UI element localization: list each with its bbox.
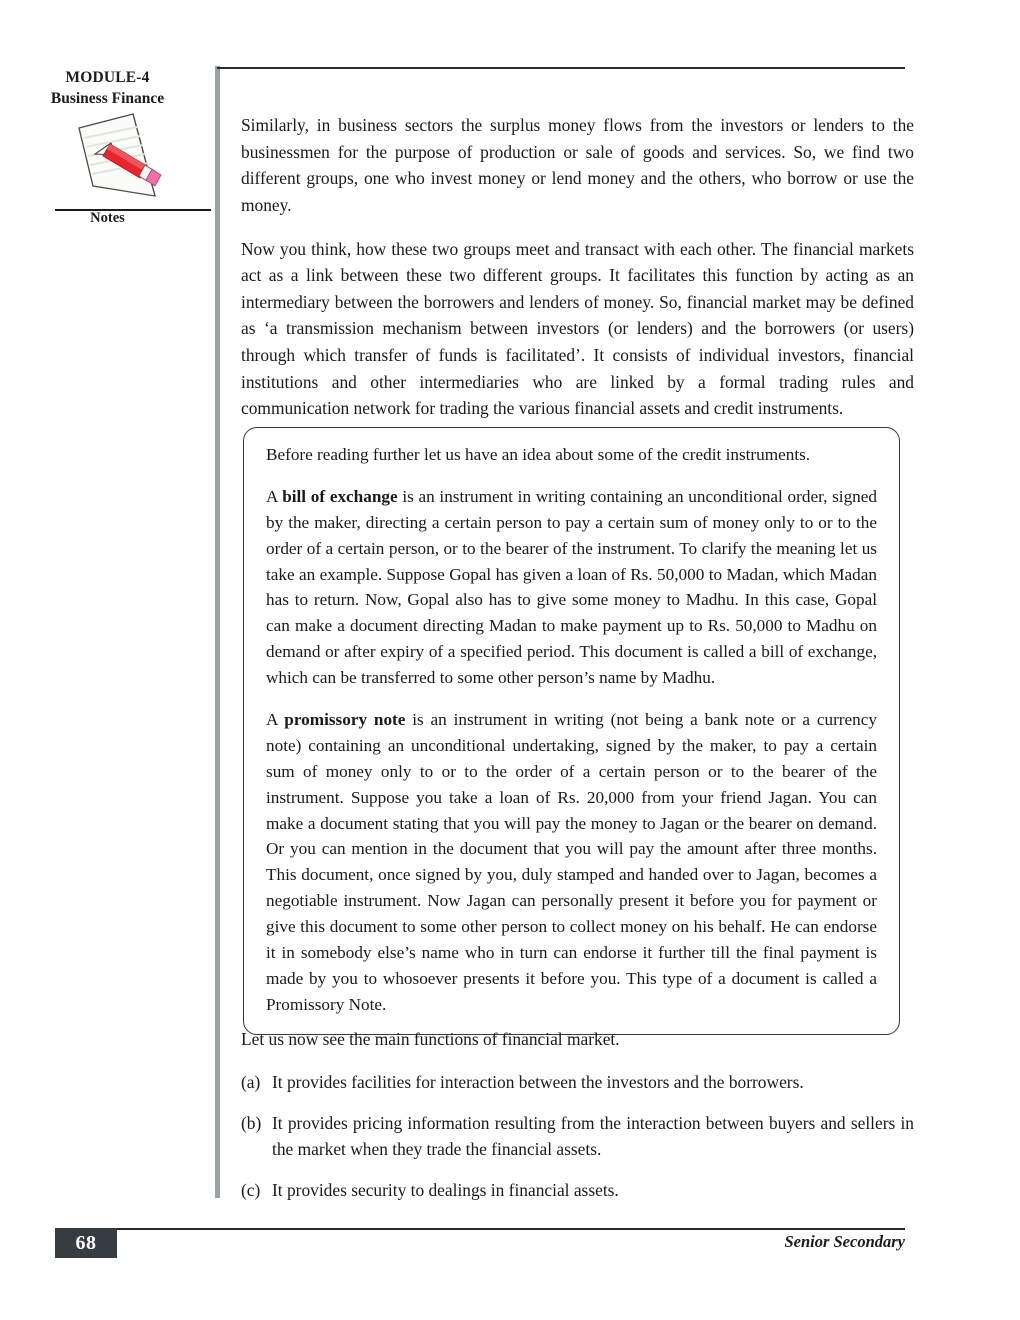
callout-promissory-note (266, 707, 877, 1018)
paragraph-financial-markets: Now you think, how these two groups meet and transact with each other. The financial markets act as a link between these two different groups. It facilitates this function by acting as an intermediary between the borrowers and lenders of money. So, financial market may be defined as ‘a transmission mechanism between investors (or lenders) and the borrowers (or users) through which transfer of funds is facilitated’. It consists of individual investors, financial institutions and other intermediaries who are linked by a formal trading rules and communication network for trading the various financial assets and credit instruments. (241, 238, 914, 419)
list-item (241, 1110, 914, 1162)
footer-rule (100, 1228, 905, 1230)
functions-section (241, 1026, 914, 1204)
page-number-badge: 68 (55, 1228, 117, 1258)
bill-lead-in: A (266, 486, 283, 506)
vertical-accent-bar (215, 66, 220, 1198)
bill-of-exchange-term: bill of exchange (282, 486, 398, 506)
list-text: It provides pricing information resulting from the interaction between buyers and sellers in the market when they trade the financial assets. (272, 1113, 914, 1160)
footer-book-label: Senior Secondary (784, 1232, 905, 1251)
paragraph-similarly: Similarly, in business sectors the surplus money flows from the investors or lenders to the businessmen for the purpose of production or sale of goods and services. So, we find two different groups, one who invest money or lend money and the others, who borrow or use the money. (241, 115, 914, 215)
list-item (241, 1069, 914, 1095)
list-marker: (c) (241, 1180, 261, 1201)
notes-label: Notes (90, 210, 125, 226)
credit-instruments-callout (243, 427, 900, 1035)
list-text: It provides facilities for interaction between the investors and the borrowers. (272, 1072, 804, 1093)
callout-intro: Before reading further let us have an idea about some of the credit instruments. (266, 445, 811, 464)
module-subtitle: Business Finance (50, 89, 165, 107)
functions-lead: Let us now see the main functions of financial market. (241, 1029, 620, 1049)
list-marker: (b) (241, 1113, 262, 1134)
promissory-note-term: promissory note (284, 710, 406, 730)
notepad-pencil-icon (55, 110, 175, 215)
promissory-lead-in: A (266, 710, 285, 730)
promissory-note-body: is an instrument in writing (not being a bank note or a currency note) containing an unconditional undertaking, signed by the maker, to pay a certain sum of money only to or to the order of a certain person or to the bearer of the instrument. Suppose you take a loan of Rs. 20,000 from your friend Jagan. You can make a document stating that you will pay the money to Jagan or the bearer on demand. Or you can mention in the document that you will pay the amount after three months. This document, once signed by you, duly stamped and handed over to Jagan, becomes a negotiable instrument. Now Jagan can personally present it before you for payment or give this document to some other person to collect money on his behalf. He can endorse it in somebody else’s name who in turn can endorse it further till the final payment is made by you to whosoever presents it before you. This type of a document is called a Promissory Note. (266, 710, 877, 1014)
bill-of-exchange-body: is an instrument in writing containing an unconditional order, signed by the maker, directing a certain person to pay a certain sum of money only to or to the order of a certain person, or to the bearer of the instrument. To clarify the meaning let us take an example. Suppose Gopal has given a loan of Rs. 50,000 to Madan, which Madan has to return. Now, Gopal also has to give some money to Madhu. In this case, Gopal can make a document directing Madan to make payment up to Rs. 50,000 to Madhu on demand or after expiry of a specified period. This document is called a bill of exchange, which can be transferred to some other person’s name by Madhu. (266, 486, 877, 688)
list-item (241, 1177, 914, 1203)
module-sidebar (0, 60, 215, 226)
list-text: It provides security to dealings in financial assets. (272, 1180, 619, 1201)
header-rule (217, 67, 905, 69)
list-marker: (a) (241, 1072, 261, 1093)
callout-bill-of-exchange (266, 484, 877, 691)
module-title: MODULE-4 (65, 69, 150, 86)
main-content (241, 112, 914, 422)
